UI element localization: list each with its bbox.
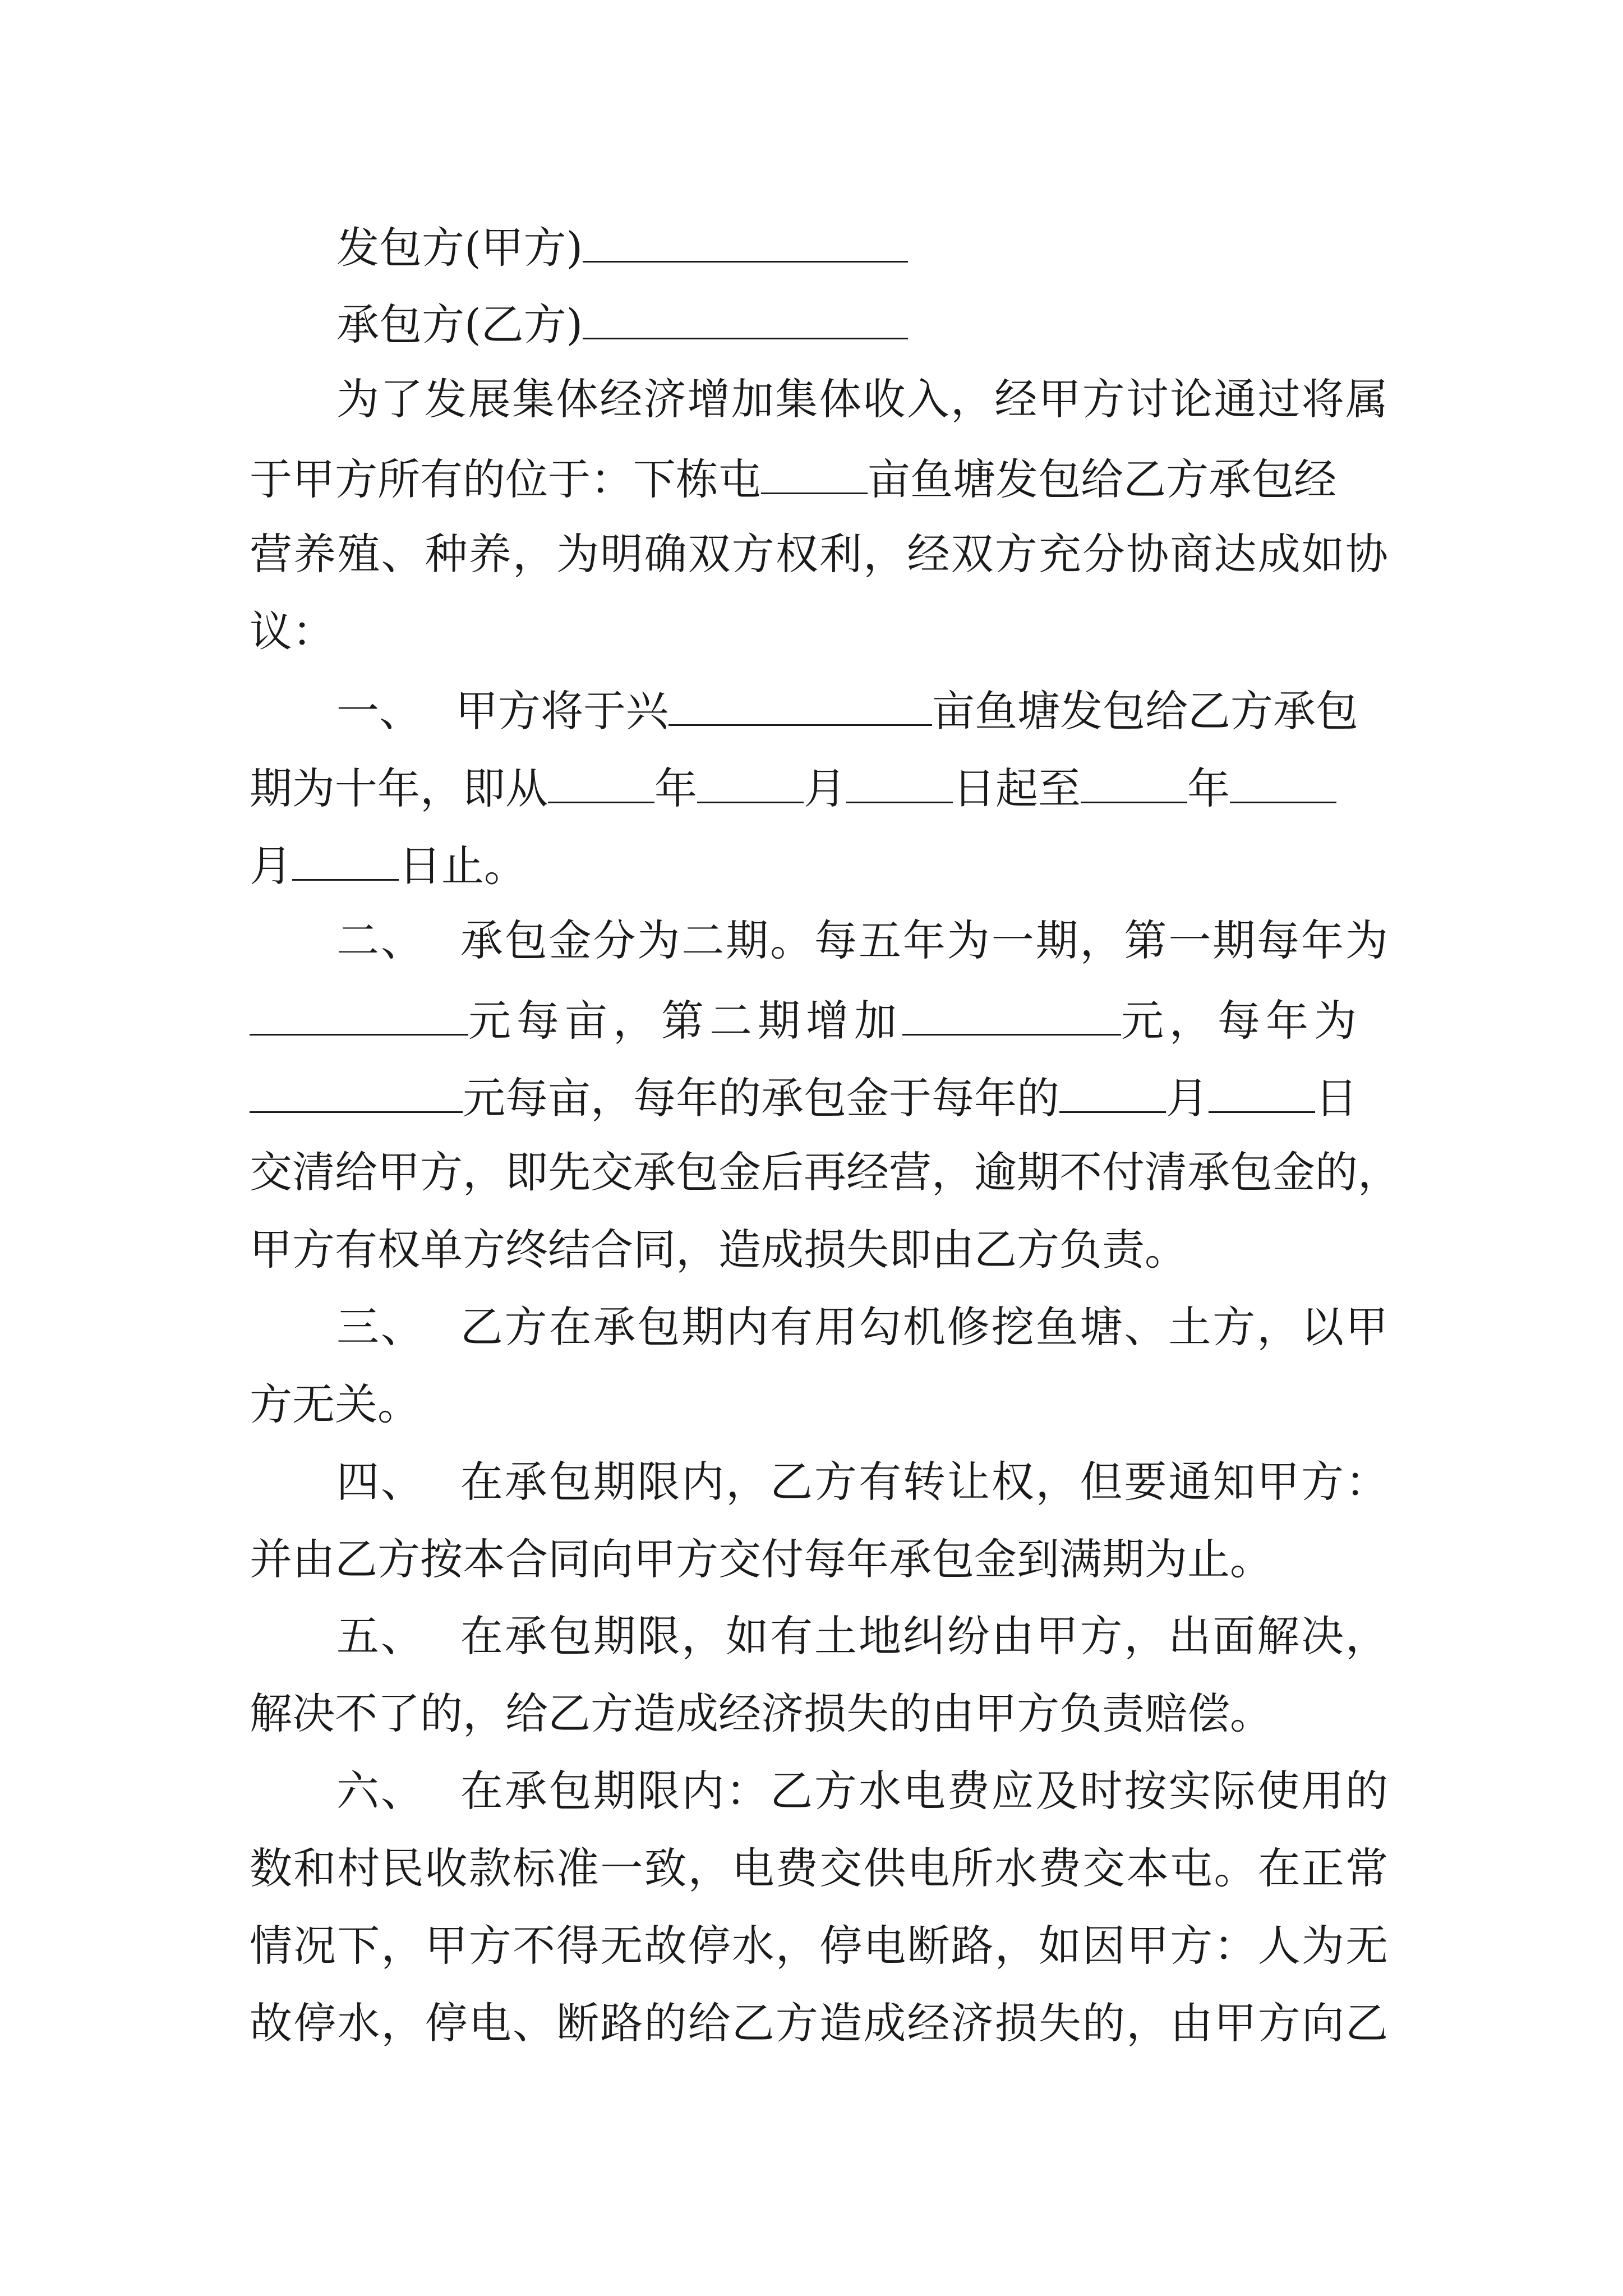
party-a-label: 发包方(甲方): [336, 223, 583, 273]
clause-2-line-4: [250, 1144, 1400, 1200]
pay-month-blank: [1059, 1068, 1166, 1113]
clause-6-line-4: [250, 1995, 1388, 2051]
clause-2-text-2b: 元，每年为: [1121, 996, 1362, 1046]
clause-5-text-1: 在承包期限，如有土地纠纷由甲方，出面解决，: [458, 1611, 1389, 1661]
clause-2-line-1: [336, 913, 1388, 969]
clause-1-text-1b: 亩鱼塘发包给乙方承包: [932, 686, 1358, 736]
clause-4-line-1: [336, 1454, 1388, 1510]
clause-1-place-blank: [668, 680, 932, 726]
clause-1-text-2b: 日起至: [953, 763, 1081, 813]
month-label: 月: [250, 841, 292, 891]
pay-month-label: 月: [1166, 1073, 1209, 1123]
year-label: 年: [1187, 763, 1230, 813]
clause-6-line-1: [336, 1763, 1388, 1819]
clause-5-line-1: [336, 1608, 1388, 1664]
clause-6-text-2: 数和村民收款标准一致，电费交供电所水费交本屯。在正常: [250, 1843, 1388, 1893]
month-label: 月: [804, 763, 846, 813]
clause-3-line-2: [250, 1377, 1388, 1433]
clause-1-text-2a: 期为十年，即从: [250, 763, 548, 813]
clause-5-text-2: 解决不了的，给乙方造成经济损失的由甲方负责赔偿。: [250, 1688, 1272, 1738]
party-b-line: [336, 294, 1388, 350]
year-label: 年: [654, 763, 697, 813]
clause-6-text-1: 在承包期限内：乙方水电费应及时按实际使用的: [458, 1766, 1389, 1816]
clause-3-text-1: 乙方在承包期内有用勾机修挖鱼塘、土方，以甲: [458, 1302, 1389, 1352]
party-b-label: 承包方(乙方): [336, 300, 583, 349]
clause-2-text-2a: 元每亩，第二期增加: [468, 996, 902, 1046]
clause-1-line-3: [250, 835, 1388, 891]
clause-4-text-1: 在承包期限内，乙方有转让权，但要通知甲方：: [458, 1457, 1389, 1507]
clause-2-number: 二、: [336, 915, 425, 965]
party-a-line: [336, 217, 1388, 273]
clause-1-line-2: [250, 758, 1388, 814]
second-period-fee-blank: [250, 1068, 463, 1113]
start-year-blank: [548, 758, 654, 803]
clause-3-line-1: [336, 1299, 1388, 1355]
clause-6-number: 六、: [336, 1766, 425, 1816]
clause-6-text-3: 情况下，甲方不得无故停水，停电断路，如因甲方：人为无: [250, 1921, 1388, 1971]
clause-4-text-2: 并由乙方按本合同向甲方交付每年承包金到满期为止。: [250, 1534, 1272, 1584]
clause-6-line-3: [250, 1918, 1388, 1974]
clause-4-number: 四、: [336, 1457, 425, 1507]
party-b-blank: [583, 294, 908, 339]
intro-text-1: 为了发展集体经济增加集体收入，经甲方讨论通过将属: [336, 374, 1388, 424]
clause-4-line-2: [250, 1531, 1388, 1588]
intro-text-4: 议：: [250, 606, 335, 656]
start-month-blank: [697, 758, 804, 803]
mu-blank: [761, 449, 868, 494]
clause-1-line-1: [336, 680, 1388, 737]
intro-line-3: [250, 526, 1388, 582]
end-month-blank-a: [1230, 758, 1336, 803]
clause-3-number: 三、: [336, 1302, 425, 1352]
start-day-blank: [846, 758, 953, 803]
intro-line-2: [250, 449, 1388, 505]
pay-day-label: 日: [1315, 1073, 1358, 1123]
party-a-blank: [583, 217, 908, 263]
clause-2-line-5: [250, 1222, 1388, 1278]
clause-2-line-3: [250, 1068, 1388, 1124]
clause-1-text-3b: 日止。: [399, 841, 527, 891]
end-day-blank: [292, 835, 399, 881]
clause-2-text-3a: 元每亩，每年的承包金于每年的: [463, 1073, 1059, 1123]
intro-line-4: [250, 604, 1388, 660]
intro-line-1: [336, 371, 1388, 427]
clause-2-text-1: 承包金分为二期。每五年为一期，第一期每年为: [458, 915, 1389, 965]
clause-5-line-2: [250, 1686, 1388, 1742]
end-year-blank: [1081, 758, 1187, 803]
clause-2-text-4: 交清给甲方，即先交承包金后再经营，逾期不付清承包金的，: [250, 1147, 1400, 1197]
clause-1-number: 一、: [336, 686, 422, 736]
intro-text-3: 营养殖、种养，为明确双方权利，经双方充分协商达成如协: [250, 529, 1388, 579]
intro-text-2a: 于甲方所有的位于：下栋屯: [250, 454, 761, 504]
clause-2-text-5: 甲方有权单方终结合同，造成损失即由乙方负责。: [250, 1225, 1187, 1274]
intro-text-2b: 亩鱼塘发包给乙方承包经: [868, 454, 1336, 504]
clause-3-text-2: 方无关。: [250, 1379, 420, 1429]
clause-6-text-4: 故停水，停电、断路的给乙方造成经济损失的，由甲方向乙: [250, 1998, 1388, 2048]
increase-blank: [902, 990, 1121, 1036]
clause-2-line-2: [250, 990, 1388, 1046]
clause-6-line-2: [250, 1841, 1388, 1897]
clause-1-text-1a: 甲方将于兴: [455, 686, 668, 736]
pay-day-blank: [1209, 1068, 1315, 1113]
clause-5-number: 五、: [336, 1611, 425, 1661]
first-period-fee-blank: [250, 990, 468, 1036]
